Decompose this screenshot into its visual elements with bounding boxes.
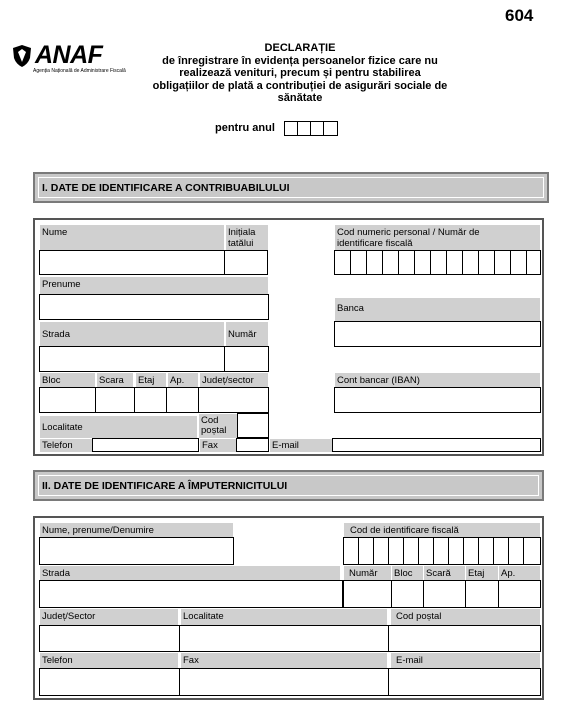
label-imp-nume: Nume, prenume/Denumire <box>40 523 233 537</box>
label-localitate: Localitate <box>40 416 197 438</box>
label-imp-numar: Număr <box>344 566 391 580</box>
year-digit-box[interactable] <box>298 122 311 135</box>
label-cnp <box>335 225 540 250</box>
input-cont-bancar[interactable] <box>334 387 541 413</box>
label-ap: Ap. <box>168 373 198 387</box>
label-imp-email: E-mail <box>391 653 540 668</box>
label-imp-bloc: Bloc <box>392 566 423 580</box>
input-telefon[interactable] <box>92 438 199 452</box>
input-strada[interactable] <box>39 346 225 372</box>
label-email: E-mail <box>270 439 332 452</box>
title-line: sănătate <box>277 92 323 104</box>
label-bloc: Bloc <box>40 373 95 387</box>
input-ap[interactable] <box>166 387 199 413</box>
label-imp-ap: Ap. <box>499 566 540 580</box>
year-digit-box[interactable] <box>324 122 337 135</box>
label-cnp-line1: Cod numeric personal / Număr de <box>337 227 480 238</box>
label-judet: Județ/sector <box>200 373 268 387</box>
section2-title: II. DATE DE IDENTIFICARE A ÎMPUTERNICITULUI <box>42 479 288 492</box>
logo-name: ANAF <box>35 41 103 69</box>
document-title <box>140 42 460 105</box>
section2-frame <box>33 516 544 700</box>
input-imp-cod-postal[interactable] <box>388 625 541 652</box>
input-imp-ap[interactable] <box>498 580 541 608</box>
label-imp-cod-postal: Cod poștal <box>391 609 540 625</box>
title-line: obligațiilor de plată a contribuției de asigurări sociale de <box>152 79 448 92</box>
input-imp-telefon[interactable] <box>39 668 180 696</box>
logo-subtitle: Agenția Națională de Administrare Fiscală <box>33 68 126 74</box>
input-imp-etaj[interactable] <box>465 580 499 608</box>
input-imp-numar[interactable] <box>343 580 392 608</box>
input-judet[interactable] <box>198 387 269 413</box>
label-imp-scara: Scară <box>424 566 465 580</box>
input-scara[interactable] <box>95 387 135 413</box>
input-banca[interactable] <box>334 321 541 347</box>
anaf-logo <box>12 42 132 76</box>
label-initiala-line2: tatălui <box>228 238 254 249</box>
label-cod-postal <box>199 414 237 438</box>
year-label: pentru anul <box>215 122 275 134</box>
label-cod-postal-line2: poștal <box>201 425 227 436</box>
input-cod-postal[interactable] <box>237 413 269 438</box>
input-bloc[interactable] <box>39 387 96 413</box>
input-email[interactable] <box>332 438 541 452</box>
title-line: realizează venituri, precum și pentru stabilirea <box>179 67 421 79</box>
section1-title: I. DATE DE IDENTIFICARE A CONTRIBUABILULUI <box>42 181 290 194</box>
label-imp-judet: Județ/Sector <box>40 609 178 625</box>
label-cod-postal-line1: Cod <box>201 415 219 426</box>
year-input[interactable] <box>284 121 338 136</box>
input-imp-fax[interactable] <box>179 668 389 696</box>
label-imp-strada: Strada <box>40 566 340 580</box>
input-imp-bloc[interactable] <box>391 580 424 608</box>
label-telefon: Telefon <box>40 439 92 452</box>
form-number: 604 <box>505 6 534 25</box>
label-imp-etaj: Etaj <box>466 566 498 580</box>
input-initiala[interactable] <box>224 250 268 275</box>
year-digit-box[interactable] <box>311 122 324 135</box>
label-initiala-line1: Inițiala <box>228 227 256 238</box>
input-numar[interactable] <box>224 346 269 372</box>
label-cnp-line2: identificare fiscală <box>337 238 413 249</box>
label-cont-bancar: Cont bancar (IBAN) <box>335 373 540 387</box>
title-line: de înregistrare în evidența persoanelor fizice care nu <box>162 54 438 67</box>
input-imp-nume[interactable] <box>39 537 234 565</box>
input-imp-email[interactable] <box>388 668 541 696</box>
label-nume: Nume <box>40 225 224 250</box>
input-cnp[interactable] <box>334 250 541 275</box>
label-numar: Număr <box>226 322 268 346</box>
label-banca: Banca <box>335 298 540 322</box>
section2-header <box>33 470 544 501</box>
section1-header <box>33 172 549 203</box>
label-fax: Fax <box>200 439 236 452</box>
input-prenume[interactable] <box>39 294 269 320</box>
label-imp-telefon: Telefon <box>40 653 178 668</box>
label-etaj: Etaj <box>136 373 166 387</box>
input-imp-cif[interactable] <box>343 537 541 565</box>
input-etaj[interactable] <box>134 387 167 413</box>
input-imp-strada[interactable] <box>39 580 343 608</box>
label-initiala <box>226 225 268 250</box>
label-imp-cif: Cod de identificare fiscală <box>344 523 540 537</box>
label-imp-localitate: Localitate <box>181 609 387 625</box>
label-strada: Strada <box>40 322 224 346</box>
input-nume[interactable] <box>39 250 225 275</box>
section1-frame <box>33 218 544 456</box>
label-imp-fax: Fax <box>181 653 387 668</box>
title-line: DECLARAȚIE <box>264 42 336 54</box>
label-prenume: Prenume <box>40 277 268 294</box>
input-fax[interactable] <box>236 438 269 452</box>
input-imp-judet[interactable] <box>39 625 180 652</box>
input-imp-localitate[interactable] <box>179 625 389 652</box>
label-scara: Scara <box>97 373 133 387</box>
year-digit-box[interactable] <box>285 122 298 135</box>
input-imp-scara[interactable] <box>423 580 466 608</box>
shield-icon <box>12 44 32 68</box>
